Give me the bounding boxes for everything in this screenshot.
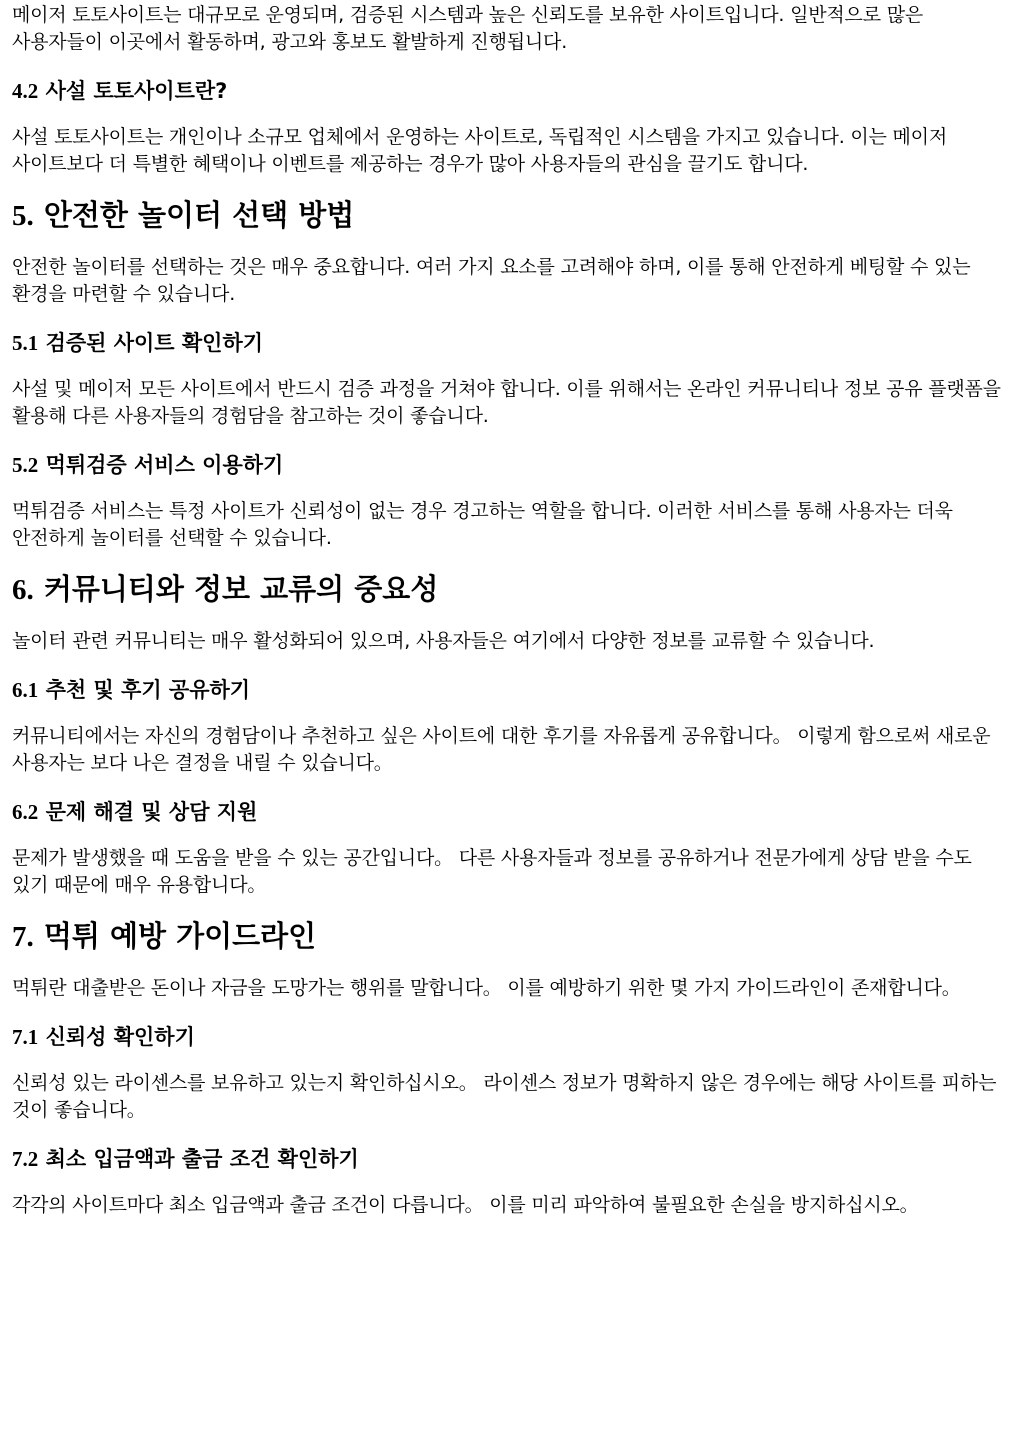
paragraph-community: 놀이터 관련 커뮤니티는 매우 활성화되어 있으며, 사용자들은 여기에서 다양한 정보를 교류할 수 있습니다.	[12, 630, 875, 652]
section-title: 사설 토토사이트란?	[45, 79, 228, 103]
section-title: 최소 입금액과 출금 조건 확인하기	[45, 1147, 359, 1171]
heading-7-1	[12, 1022, 1012, 1052]
section-number: 7.2	[12, 1147, 39, 1171]
heading-7-2	[12, 1144, 1012, 1174]
section-number: 5.2	[12, 453, 39, 477]
section-number: 6.1	[12, 678, 39, 702]
paragraph-verification-service: 먹튀검증 서비스는 특정 사이트가 신뢰성이 없는 경우 경고하는 역할을 합니다. 이러한 서비스를 통해 사용자는 더욱 안전하게 놀이터를 선택할 수 있습니다.	[12, 500, 953, 549]
section-number: 7.1	[12, 1025, 39, 1049]
paragraph-private-toto: 사설 토토사이트는 개인이나 소규모 업체에서 운영하는 사이트로, 독립적인 시스템을 가지고 있습니다. 이는 메이저 사이트보다 더 특별한 혜택이나 이벤트를 제공하는 경우가 많아 사용자들의 관심을 끌기도 합니다.	[12, 126, 947, 175]
section-title: 먹튀검증 서비스 이용하기	[45, 453, 284, 477]
section-title: 추천 및 후기 공유하기	[45, 678, 251, 702]
heading-7	[12, 917, 1012, 956]
paragraph-major-toto-description: 메이저 토토사이트는 대규모로 운영되며, 검증된 시스템과 높은 신뢰도를 보유한 사이트입니다. 일반적으로 많은 사용자들이 이곳에서 활동하며, 광고와 홍보도 활발하게 진행됩니다.	[12, 4, 924, 53]
section-number: 4.2	[12, 79, 39, 103]
section-number: 5.1	[12, 331, 39, 355]
heading-6-1	[12, 675, 1012, 705]
section-title: 커뮤니티와 정보 교류의 중요성	[43, 572, 439, 606]
paragraph-prevention: 먹튀란 대출받은 돈이나 자금을 도망가는 행위를 말합니다。 이를 예방하기 위한 몇 가지 가이드라인이 존재합니다。	[12, 977, 961, 999]
heading-5-1	[12, 328, 1012, 358]
section-title: 안전한 놀이터 선택 방법	[43, 198, 355, 232]
section-number: 6.2	[12, 800, 39, 824]
paragraph-support: 문제가 발생했을 때 도움을 받을 수 있는 공간입니다。 다른 사용자들과 정보를 공유하거나 전문가에게 상담 받을 수도 있기 때문에 매우 유용합니다。	[12, 847, 972, 896]
heading-6-2	[12, 797, 1012, 827]
section-title: 신뢰성 확인하기	[45, 1025, 195, 1049]
paragraph-reviews: 커뮤니티에서는 자신의 경험담이나 추천하고 싶은 사이트에 대한 후기를 자유롭게 공유합니다。 이렇게 함으로써 새로운 사용자는 보다 나은 결정을 내릴 수 있습니다。	[12, 725, 991, 774]
section-number: 7.	[12, 921, 34, 953]
heading-6	[12, 570, 1012, 609]
section-title: 먹튀 예방 가이드라인	[43, 919, 317, 953]
section-title: 문제 해결 및 상담 지원	[45, 800, 258, 824]
paragraph-deposit-withdraw: 각각의 사이트마다 최소 입금액과 출금 조건이 다릅니다。 이를 미리 파악하여 불필요한 손실을 방지하십시오。	[12, 1194, 919, 1216]
section-title: 검증된 사이트 확인하기	[45, 331, 264, 355]
paragraph-license: 신뢰성 있는 라이센스를 보유하고 있는지 확인하십시오。 라이센스 정보가 명확하지 않은 경우에는 해당 사이트를 피하는 것이 좋습니다。	[12, 1072, 997, 1121]
heading-5	[12, 196, 1012, 235]
paragraph-safe-playground: 안전한 놀이터를 선택하는 것은 매우 중요합니다. 여러 가지 요소를 고려해야 하며, 이를 통해 안전하게 베팅할 수 있는 환경을 마련할 수 있습니다.	[12, 256, 971, 305]
section-number: 5.	[12, 200, 34, 232]
heading-4-2	[12, 76, 1012, 106]
paragraph-verified-site: 사설 및 메이저 모든 사이트에서 반드시 검증 과정을 거쳐야 합니다. 이를 위해서는 온라인 커뮤니티나 정보 공유 플랫폼을 활용해 다른 사용자들의 경험담을 참고하는 것이 좋습니다.	[12, 378, 1001, 427]
heading-5-2	[12, 450, 1012, 480]
section-number: 6.	[12, 574, 34, 606]
